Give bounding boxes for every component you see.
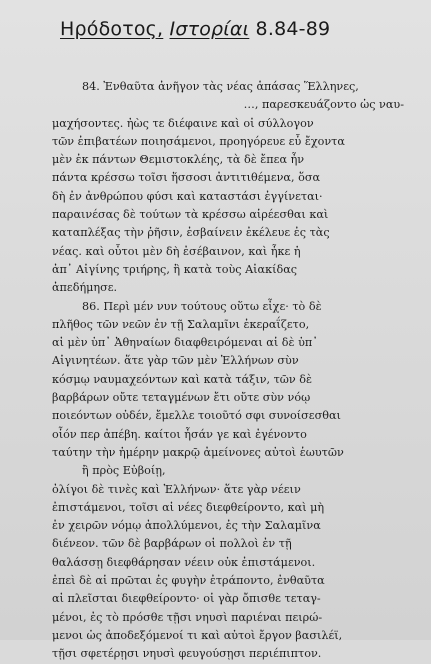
title-author: Ηρόδοτος, (60, 18, 164, 40)
title-work: Ιστορίαι (169, 18, 250, 40)
text-line: ταύτην τὴν ἡμέρην μακρῷ ἀμείνονες αὐτοὶ ἑωυτῶν (52, 445, 344, 459)
text-line: Περὶ μέν νυν τούτους οὕτω εἶχε· τὸ δὲ (103, 299, 322, 313)
text-line: ποιεόντων οὐδέν, ἔμελλε τοιοῦτό σφι συνοίσεσθαι (52, 409, 341, 423)
paragraph-86-line (52, 298, 404, 316)
text-line: ἀπεδήμησε. (52, 281, 118, 295)
text-line: ἢ πρὸς Εὐβοίῃ, (82, 464, 166, 478)
text-line: ἐν χειρῶν νόμῳ ἀπολλύμενοι, ἐς τὴν Σαλαμῖνα (52, 519, 321, 533)
text-line: ἀπ᾽ Αἰγίνης τριήρης, ἣ κατὰ τοὺς Αἰακίδας (52, 262, 298, 276)
text-line: παραινέσας δὲ τούτων τὰ κρέσσω αἱρέεσθαι καὶ (52, 208, 329, 222)
text-line: ἐπιστάμενοι, τοῖσι αἱ νέες διεφθείροντο, καὶ μὴ (52, 500, 325, 514)
text-line: μαχήσοντες. ἠὼς τε διέφαινε καὶ οἱ σύλλογον (52, 116, 314, 130)
text-line: μένοι, ἐς τὸ πρόσθε τῇσι νηυσὶ παριέναι πειρώ- (52, 610, 323, 624)
text-line: Αἰγινητέων. ἅτε γὰρ τῶν μὲν Ἑλλήνων σὺν (52, 354, 299, 368)
text-line: αἱ μὲν ὑπ᾽ Ἀθηναίων διαφθειρόμεναι αἱ δὲ ὑπ᾽ (52, 336, 318, 350)
text-line: θαλάσσῃ διεφθάρησαν νέειν οὐκ ἐπιστάμενοι. (52, 555, 316, 569)
text-line: βαρβάρων οὔτε τεταγμένων ἔτι οὔτε σὺν νόῳ (52, 391, 311, 405)
paragraph-84-line (52, 78, 404, 96)
text-line: πάντα κρέσσω τοῖσι ἥσσοσι ἀντιτιθέμενα, ὅσα (52, 171, 321, 185)
text-line: νέας. καὶ οὗτοι μὲν δὴ ἐσέβαινον, καὶ ἧκε ἡ (52, 244, 301, 258)
text-line: …, παρεσκευάζοντο ὡς ναυ- (243, 98, 404, 112)
text-line: μὲν ἐκ πάντων Θεμιστοκλέης, τὰ δὲ ἔπεα ἦν (52, 153, 305, 167)
text-line: μενοι ὡς ἀποδεξόμενοί τι καὶ αὐτοὶ ἔργον βασιλέϊ, (52, 628, 343, 642)
text-line: κόσμῳ ναυμαχεόντων καὶ κατὰ τάξιν, τῶν δὲ (52, 372, 313, 386)
paragraph-number: 84. (82, 80, 100, 93)
text-line: δὴ ἐν ἀνθρώπου φύσι καὶ καταστάσι ἐγγίνεται· (52, 189, 323, 203)
text-line: καταπλέξας τὴν ῥῆσιν, ἐσβαίνειν ἐκέλευε ἐς τὰς (52, 226, 330, 240)
paragraph-number: 86. (82, 299, 100, 313)
text-line: αἱ πλεῖσται διεφθείροντο· οἱ γὰρ ὄπισθε τεταγ- (52, 592, 321, 606)
title-reference: 8.84-89 (255, 18, 331, 40)
text-line: τῶν ἐπιβατέων ποιησάμενοι, προηγόρευε εὖ ἔχοντα (52, 134, 345, 148)
text-line: τῇσι σφετέρῃσι νηυσὶ φευγούσῃσι περιέπιπτον. (52, 647, 322, 661)
text-line: πλῆθος τῶν νεῶν ἐν τῇ Σαλαμῖνι ἐκεραΐζετο, (52, 317, 310, 331)
text-line: Ἐνθαῦτα ἀνῆγον τὰς νέας ἁπάσας Ἕλληνες, (103, 80, 359, 93)
text-line: ἐπεὶ δὲ αἱ πρῶται ἐς φυγὴν ἐτράποντο, ἐνθαῦτα (52, 574, 325, 588)
text-body (52, 78, 404, 664)
text-line: ὀλίγοι δὲ τινὲς καὶ Ἑλλήνων· ἅτε γὰρ νέειν (52, 482, 301, 496)
text-line: διένεον. τῶν δὲ βαρβάρων οἱ πολλοὶ ἐν τῇ (52, 537, 292, 551)
text-line: οἷόν περ ἀπέβη. καίτοι ἦσάν γε καὶ ἐγένοντο (52, 427, 307, 441)
page-title (60, 18, 330, 40)
